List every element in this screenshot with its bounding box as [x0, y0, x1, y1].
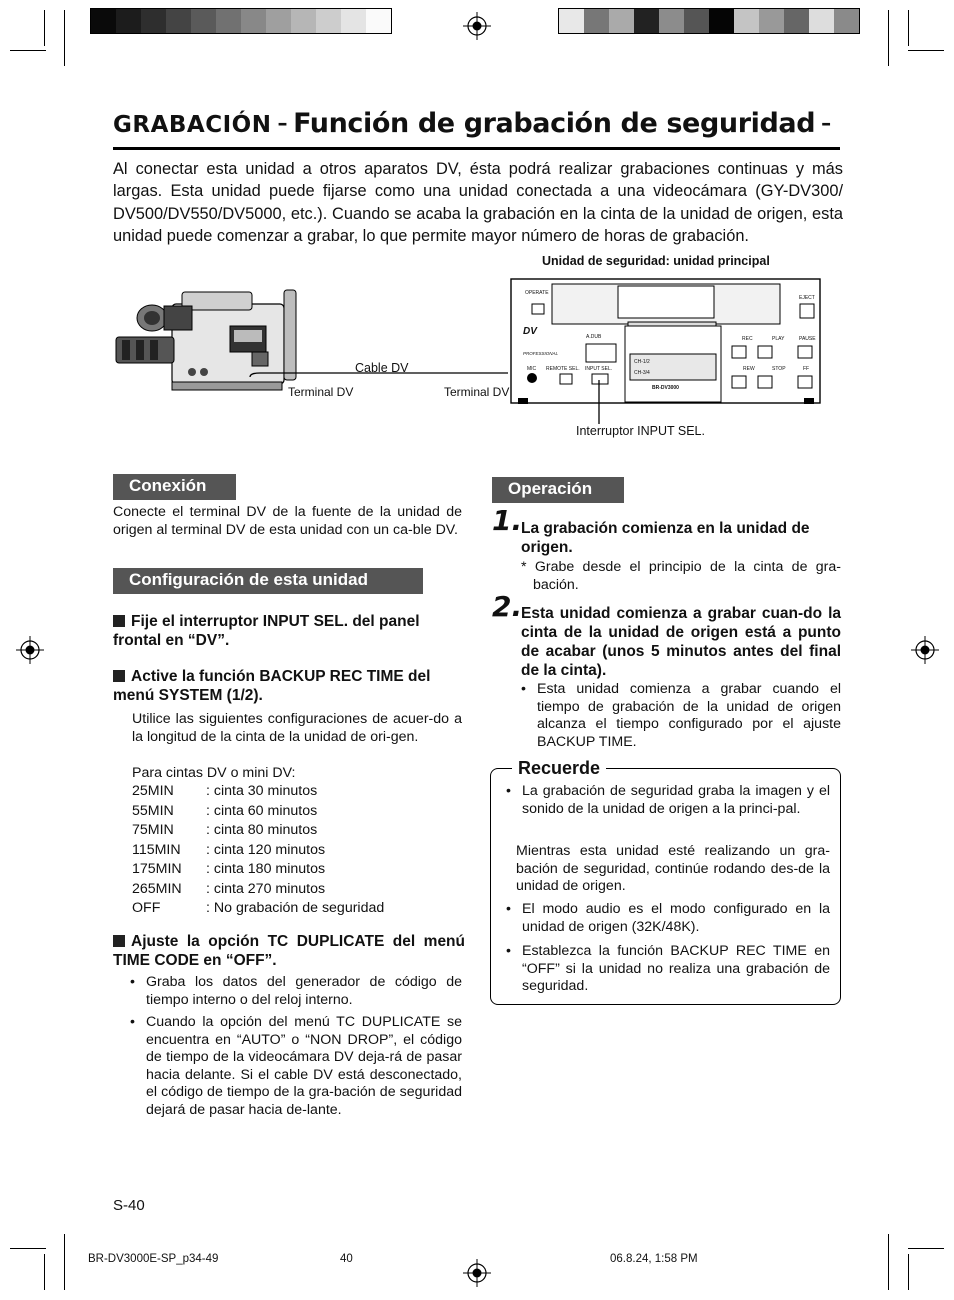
- crop-mark: [888, 1234, 889, 1290]
- deck-ch12-label: CH-1/2: [634, 359, 650, 365]
- deck-stop-label: STOP: [772, 366, 786, 372]
- switch-label: Interruptor INPUT SEL.: [576, 424, 705, 438]
- settings-key: 75MIN: [132, 822, 174, 838]
- deck-input-label: INPUT SEL.: [585, 366, 613, 372]
- registration-mark-icon: [16, 636, 44, 664]
- config-step1-text: Fije el interruptor INPUT SEL. del panel frontal en “DV”.: [113, 613, 420, 649]
- settings-value: : cinta 180 minutos: [206, 861, 326, 877]
- config-bullet-2: • Cuando la opción del menú TC DUPLICATE se encuentra en “AUTO” o “NON DROP”, el código de tiempo de la videocámara DV deja-rá de pasar hacia delante. Si el cable DV está desconectado, el código de tiempo de la gra-bación de seguridad dejará de pasar hacia de-lante.: [130, 1014, 462, 1119]
- title-main: GRABACIÓN: [113, 112, 272, 138]
- intro-paragraph: Al conectar esta unidad a otros aparatos DV, ésta podrá realizar grabaciones continuas y más largas. Esta unidad puede fijarse como una unidad conectada a una videocámara (GY-DV300/ DV500/DV550/DV5000, etc.). Cuando se acaba la grabación en la cinta de la unidad de origen, esta unidad puede comenzar a grabar, lo que permite mayor número de horas de grabación.: [113, 160, 843, 245]
- config-bullet-1: • Graba los datos del generador de código de tiempo interno o del reloj interno.: [130, 974, 462, 1009]
- settings-row: [132, 841, 462, 861]
- deck-pause-label: PAUSE: [799, 336, 816, 342]
- settings-key: OFF: [132, 900, 161, 916]
- terminal-right-label: Terminal DV: [444, 385, 510, 399]
- settings-key: 265MIN: [132, 880, 182, 897]
- square-bullet-icon: [113, 615, 125, 627]
- settings-key: 175MIN: [132, 861, 182, 877]
- crop-mark: [908, 50, 944, 51]
- page-title: GRABACIÓN – Función de grabación de seguridad –: [113, 108, 831, 139]
- config-step3-text: Ajuste la opción TC DUPLICATE del menú TIME CODE en “OFF”.: [113, 933, 465, 969]
- deck-brand-label: PROFESSIONAL: [523, 351, 559, 356]
- crop-mark: [888, 10, 889, 66]
- square-bullet-icon: [113, 935, 125, 947]
- recuerde-bullet-3: • Establezca la función BACKUP REC TIME en “OFF” si la unidad no realiza una grabación de seguridad.: [506, 943, 830, 996]
- recuerde-bullet-1: • La grabación de seguridad graba la imagen y el sonido de la unidad de origen a la princi-pal.: [506, 783, 830, 818]
- registration-mark-icon: [463, 12, 491, 40]
- crop-mark: [44, 10, 45, 46]
- crop-mark: [908, 1254, 909, 1290]
- step-number-1: 1.: [492, 504, 523, 537]
- footer-file: BR-DV3000E-SP_p34-49: [88, 1253, 219, 1265]
- crop-mark: [908, 1248, 944, 1249]
- section-conexion-heading: Conexión: [113, 474, 236, 500]
- recuerde-bullet-1-cont: Mientras esta unidad esté realizando un gra-bación de seguridad, continúe rodando des-de la unidad de origen.: [516, 843, 830, 894]
- settings-value: : No grabación de seguridad: [206, 900, 385, 916]
- deck-eject-label: EJECT: [799, 295, 815, 301]
- settings-row: [132, 802, 462, 822]
- deck-remote-label: REMOTE SEL.: [546, 366, 580, 372]
- operacion-step1: La grabación comienza en la unidad de origen.: [521, 520, 810, 556]
- deck-mic-label: MIC: [527, 366, 537, 372]
- crop-mark: [10, 50, 46, 51]
- settings-row: [132, 880, 462, 900]
- conexion-text: Conecte el terminal DV de la fuente de la unidad de origen al terminal DV de esta unidad con un ca-ble DV.: [113, 504, 462, 538]
- step-number-2: 2.: [492, 590, 523, 623]
- settings-key: 55MIN: [132, 802, 174, 819]
- section-operacion-heading: Operación: [492, 477, 624, 503]
- deck-adub-label: A.DUB: [586, 334, 602, 340]
- input-sel-pointer: [594, 380, 604, 426]
- deck-ff-label: FF: [803, 366, 810, 372]
- config-step1: [113, 612, 465, 650]
- section-config-heading: Configuración de esta unidad: [113, 568, 423, 594]
- tone-bar: [558, 8, 860, 34]
- deck-operate-label: OPERATE: [525, 290, 549, 296]
- registration-mark-icon: [463, 1259, 491, 1287]
- settings-value: : cinta 80 minutos: [206, 822, 318, 838]
- settings-row: [132, 821, 462, 841]
- crop-mark: [64, 1234, 65, 1290]
- recuerde-heading: Recuerde: [512, 758, 606, 779]
- config-step2: [113, 667, 465, 705]
- deck-model-label: BR-DV3000: [652, 385, 679, 391]
- settings-row: [132, 782, 462, 802]
- crop-mark: [44, 1254, 45, 1290]
- terminal-left-label: Terminal DV: [288, 385, 354, 399]
- settings-row: [132, 899, 462, 919]
- settings-value: : cinta 30 minutos: [206, 783, 318, 799]
- settings-row: [132, 860, 462, 880]
- registration-mark-icon: [911, 636, 939, 664]
- footer-page: 40: [340, 1253, 353, 1265]
- settings-key: 25MIN: [132, 783, 174, 799]
- operacion-step1-note: * Grabe desde el principio de la cinta de gra-bación.: [521, 559, 841, 593]
- config-step2-text-body: Utilice las siguientes configuraciones de acuer-do a la longitud de la cinta de la unidad de ori-gen.: [132, 711, 462, 745]
- square-bullet-icon: [113, 670, 125, 682]
- deck-rew-label: REW: [743, 366, 755, 372]
- title-sub: Función de grabación de seguridad: [293, 108, 816, 139]
- settings-key: 115MIN: [132, 841, 181, 858]
- page-number: S-40: [113, 1197, 145, 1214]
- settings-value: : cinta 270 minutos: [206, 880, 326, 897]
- settings-value: : cinta 120 minutos: [206, 841, 326, 858]
- title-rule: [113, 147, 840, 150]
- settings-table: [132, 782, 462, 919]
- operacion-step2-bullet: • Esta unidad comienza a grabar cuando el tiempo de grabación de la unidad de origen alcanza el tiempo configurado por el ajuste BACKUP TIME.: [521, 681, 841, 751]
- settings-value: : cinta 60 minutos: [206, 802, 318, 819]
- unit-label: Unidad de seguridad: unidad principal: [542, 254, 770, 268]
- recuerde-bullet-2: • El modo audio es el modo configurado en la unidad de origen (32K/48K).: [506, 901, 830, 936]
- config-step3: [113, 932, 465, 970]
- config-tapes-intro: Para cintas DV o mini DV:: [132, 765, 296, 781]
- crop-mark: [64, 10, 65, 66]
- deck-rec-label: REC: [742, 336, 753, 342]
- deck-ch34-label: CH-3/4: [634, 370, 650, 376]
- gray-scale-bar: [90, 8, 392, 34]
- config-step2-text: Active la función BACKUP REC TIME del menú SYSTEM (1/2).: [113, 668, 431, 704]
- operacion-step2: Esta unidad comienza a grabar cuan-do la cinta de la unidad de origen está a punto de acabar (unos 5 minutos antes del final de la cinta).: [521, 605, 841, 679]
- deck-play-label: PLAY: [772, 336, 785, 342]
- footer-date: 06.8.24, 1:58 PM: [610, 1253, 698, 1265]
- deck-dv-logo: DV: [523, 326, 537, 337]
- crop-mark: [908, 10, 909, 46]
- cable-label: Cable DV: [355, 361, 409, 375]
- crop-mark: [10, 1248, 46, 1249]
